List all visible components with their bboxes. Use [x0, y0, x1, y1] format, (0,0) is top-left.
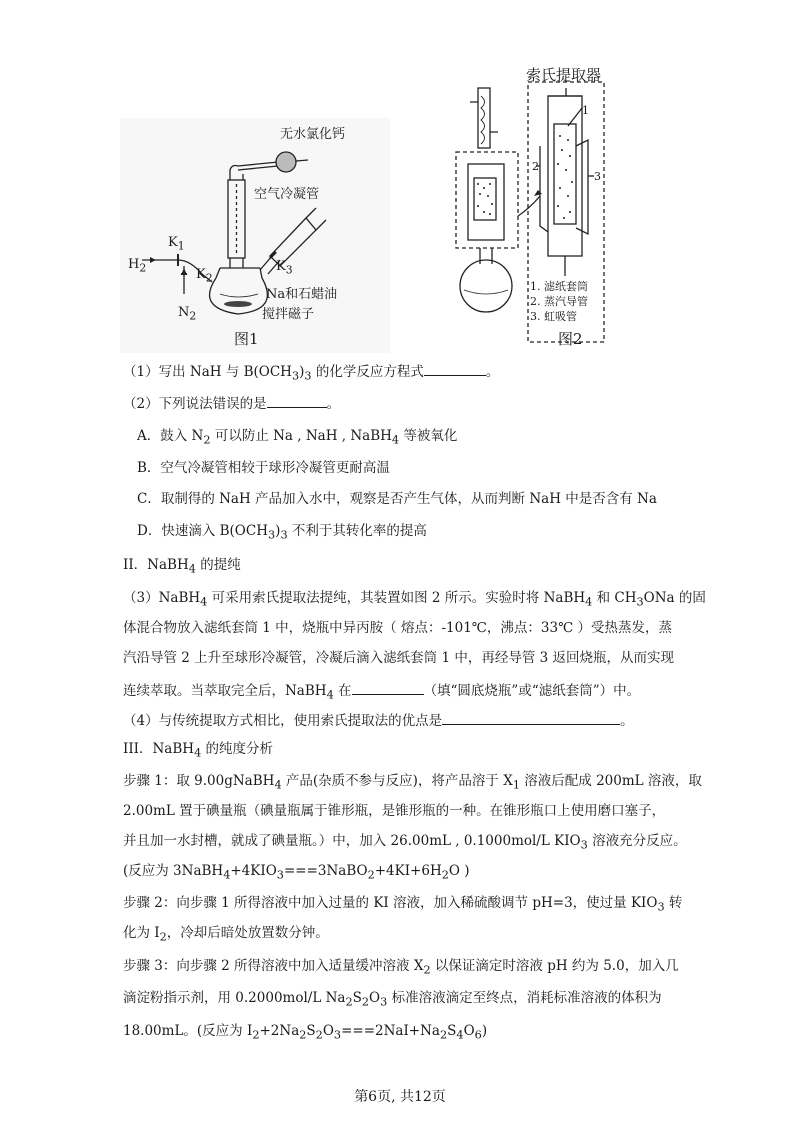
figure-2-legend-1: 1. 滤纸套筒: [530, 280, 588, 293]
answer-blank-4[interactable]: [442, 712, 620, 725]
figure-2-number-3: 3: [594, 170, 601, 183]
label-h2: $H_2$: [128, 257, 147, 275]
step-1-line-1: 步骤 1：取 9.00gNaBH$_4$ 产品(杂质不参与反应)，将产品溶于 $X_1$ 溶液后配成 200mL 溶液，取: [123, 773, 702, 792]
figure-1: [120, 118, 390, 353]
step-3-line-1: 步骤 3：向步骤 2 所得溶液中加入适量缓冲溶液 $X_2$ 以保证滴定时溶液 pH 约为 5.0，加入几: [123, 958, 679, 977]
figure-2-number-2: 2: [532, 160, 539, 173]
step-1-line-3: 并且加一水封槽，就成了碘量瓶。）中，加入 26.00mL , 0.1000mol/L $KIO_3$ 溶液充分反应。: [123, 833, 687, 852]
answer-blank-3[interactable]: [352, 682, 424, 695]
label-k3: $K_3$: [276, 259, 293, 277]
label-k2: $K_2$: [196, 267, 213, 285]
section-2-heading: II．NaBH$_4$ 的提纯: [123, 557, 241, 576]
answer-blank-2[interactable]: [267, 395, 327, 408]
figure-2-legend-3: 3. 虹吸管: [530, 310, 577, 323]
step-2-line-1: 步骤 2：向步骤 1 所得溶液中加入过量的 KI 溶液，加入稀硫酸调节 pH=3，使过量 $KIO_3$ 转: [123, 895, 683, 914]
answer-blank-1[interactable]: [424, 363, 486, 376]
label-k1: $K_1$: [168, 235, 185, 253]
question-4: （4）与传统提取方式相比，使用索氏提取法的优点是 。: [123, 713, 634, 729]
option-c: C．取制得的 NaH 产品加入水中，观察是否产生气体，从而判断 NaH 中是否含有 Na: [137, 491, 657, 507]
figure-2-number-1: 1: [582, 104, 589, 117]
question-3-line-4: 连续萃取。当萃取完全后，NaBH$_4$ 在 （填“圆底烧瓶”或“滤纸套筒”）中。: [123, 683, 641, 702]
page-footer: 第6页, 共12页: [354, 1089, 446, 1105]
figure-2-title: 索氏提取器: [526, 66, 602, 84]
label-na-oil: Na和石蜡油: [266, 287, 338, 302]
question-3-line-2: 体混合物放入滤纸套筒 1 中，烧瓶中异丙胺（ 熔点：-101℃，沸点：33℃ ）受热蒸发，蒸: [123, 620, 672, 636]
step-3-line-2: 滴淀粉指示剂，用 0.2000mol/L $Na_2S_2O_3$ 标准溶液滴定至终点，消耗标准溶液的体积为: [123, 990, 662, 1009]
label-n2: $N_2$: [178, 305, 197, 323]
option-a: A．鼓入 $N_2$ 可以防止 Na , NaH , NaBH$_4$ 等被氧化: [137, 428, 458, 447]
option-d: D．快速滴入 $B(OCH_3)_3$ 不利于其转化率的提高: [137, 523, 427, 542]
figure-2-caption: 图2: [558, 330, 583, 348]
label-stir-bar: 搅拌磁子: [262, 307, 315, 322]
label-drying-agent: 无水氯化钙: [280, 127, 346, 142]
figure-2-legend-2: 2. 蒸汽导管: [530, 295, 588, 308]
question-3-line-1: （3）NaBH$_4$ 可采用索氏提取法提纯，其装置如图 2 所示。实验时将 NaBH$_4$ 和 $CH_3ONa$ 的固: [123, 590, 706, 609]
question-2: （2）下列说法错误的是 。: [123, 396, 341, 412]
question-1: （1）写出 NaH 与 $B(OCH_3)_3$ 的化学反应方程式 。: [123, 364, 500, 383]
figure-1-caption: 图1: [234, 330, 259, 348]
label-air-condenser: 空气冷凝管: [254, 187, 320, 202]
question-3-line-3: 汽沿导管 2 上升至球形冷凝管，冷凝后滴入滤纸套筒 1 中，再经导管 3 返回烧瓶，从而实现: [123, 650, 675, 666]
step-2-line-2: 化为 $I_2$，冷却后暗处放置数分钟。: [123, 925, 329, 944]
step-3-line-3: 18.00mL。(反应为 $I_2+2Na_2S_2O_3===2NaI+Na_2S_4O_6$): [123, 1023, 488, 1042]
section-3-heading: III．NaBH$_4$ 的纯度分析: [123, 741, 274, 760]
figure-2: [448, 66, 618, 351]
reaction-1: (反应为 $3NaBH_4+4KIO_3===3NaBO_2+4KI+6H_2O$ ): [123, 863, 470, 882]
option-b: B．空气冷凝管相较于球形冷凝管更耐高温: [137, 460, 390, 476]
figure-1-apparatus: [120, 118, 390, 353]
step-1-line-2: 2.00mL 置于碘量瓶（碘量瓶属于锥形瓶，是锥形瓶的一种。在锥形瓶口上使用磨口塞子，: [123, 803, 666, 819]
